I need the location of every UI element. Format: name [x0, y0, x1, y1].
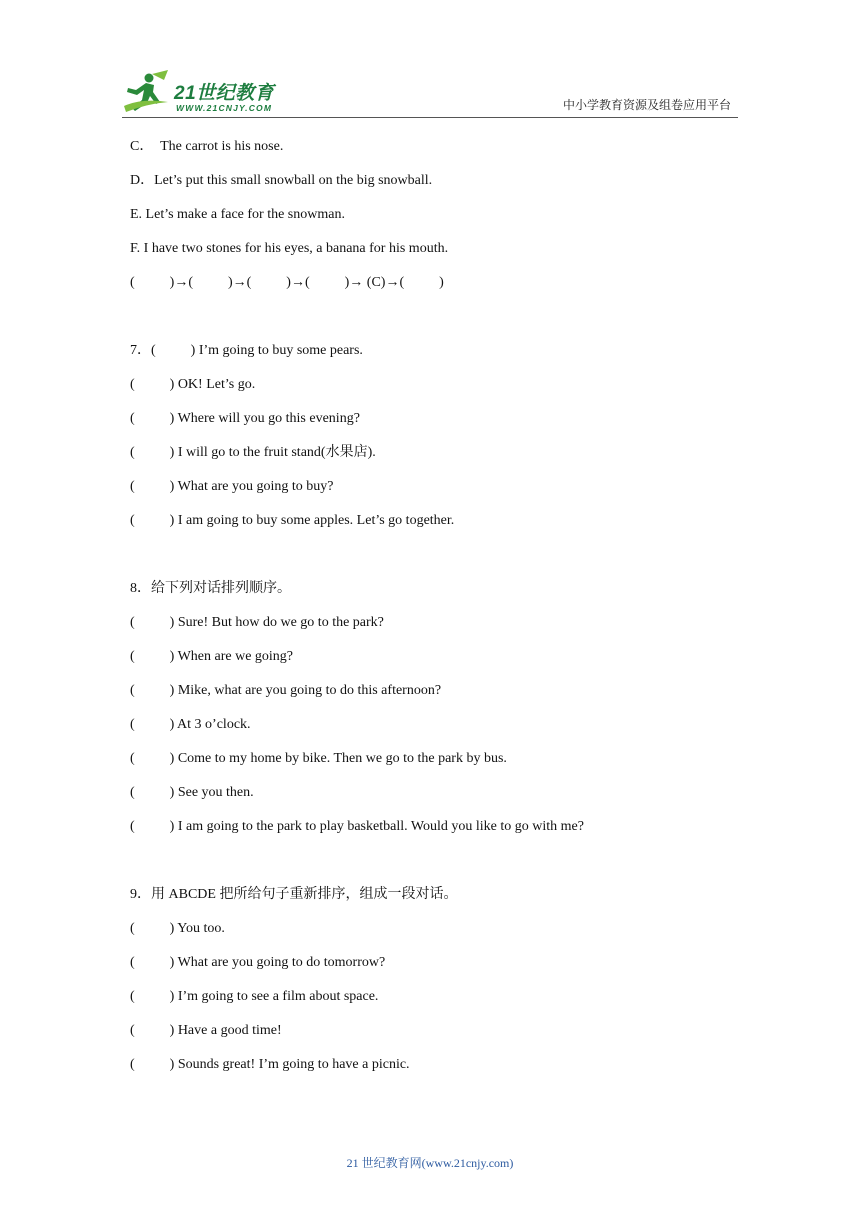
- dialogue-line: ( ) I am going to the park to play basketball. Would you like to go with me?: [130, 819, 584, 834]
- question-8: [130, 580, 750, 852]
- question-7: [130, 342, 750, 546]
- dialogue-line: ( ) At 3 o’clock.: [130, 717, 251, 732]
- option-d: D．Let’s put this small snowball on the big snowball.: [130, 173, 433, 188]
- header-divider: [122, 117, 738, 118]
- dialogue-line: ( ) I will go to the fruit stand(水果店).: [130, 445, 376, 460]
- dialogue-line: ( ) Where will you go this evening?: [130, 411, 360, 426]
- question-title: 8．给下列对话排列顺序。: [130, 581, 291, 596]
- dialogue-line: ( ) I am going to buy some apples. Let’s go together.: [130, 513, 455, 528]
- dialogue-line: ( ) Sure! But how do we go to the park?: [130, 615, 384, 630]
- question-title: 9．用 ABCDE 把所给句子重新排序，组成一段对话。: [130, 887, 458, 902]
- option-c: C． The carrot is his nose.: [130, 139, 284, 154]
- spacer: [130, 546, 750, 580]
- answer-sequence: ( )→( )→( )→( )→ (C)→( ): [130, 275, 444, 290]
- question-6-options: [130, 138, 750, 308]
- dialogue-line: ( ) I’m going to see a film about space.: [130, 989, 379, 1004]
- dialogue-line: ( ) Sounds great! I’m going to have a picnic.: [130, 1057, 410, 1072]
- dialogue-line: ( ) OK! Let’s go.: [130, 377, 256, 392]
- runner-logo-icon: [122, 68, 174, 116]
- dialogue-line: ( ) Mike, what are you going to do this afternoon?: [130, 683, 442, 698]
- dialogue-line: ( ) What are you going to buy?: [130, 479, 334, 494]
- dialogue-line: ( ) When are we going?: [130, 649, 294, 664]
- page-footer: 21 世纪教育网(www.21cnjy.com): [346, 1156, 514, 1170]
- dialogue-line: ( ) What are you going to do tomorrow?: [130, 955, 386, 970]
- page-header: [0, 0, 860, 125]
- logo: [122, 68, 292, 116]
- option-e: E. Let’s make a face for the snowman.: [130, 207, 345, 222]
- question-title: 7．( ) I’m going to buy some pears.: [130, 343, 363, 358]
- platform-caption: 中小学教育资源及组卷应用平台: [562, 98, 731, 112]
- spacer: [130, 852, 750, 886]
- logo-text: 21世纪教育: [174, 83, 275, 104]
- question-9: [130, 886, 750, 1090]
- dialogue-line: ( ) You too.: [130, 921, 225, 936]
- worksheet-content: [130, 138, 750, 1090]
- option-f: F. I have two stones for his eyes, a banana for his mouth.: [130, 241, 449, 256]
- spacer: [130, 308, 750, 342]
- dialogue-line: ( ) Have a good time!: [130, 1023, 282, 1038]
- dialogue-line: ( ) See you then.: [130, 785, 254, 800]
- dialogue-line: ( ) Come to my home by bike. Then we go to the park by bus.: [130, 751, 507, 766]
- logo-url: WWW.21CNJY.COM: [176, 103, 273, 113]
